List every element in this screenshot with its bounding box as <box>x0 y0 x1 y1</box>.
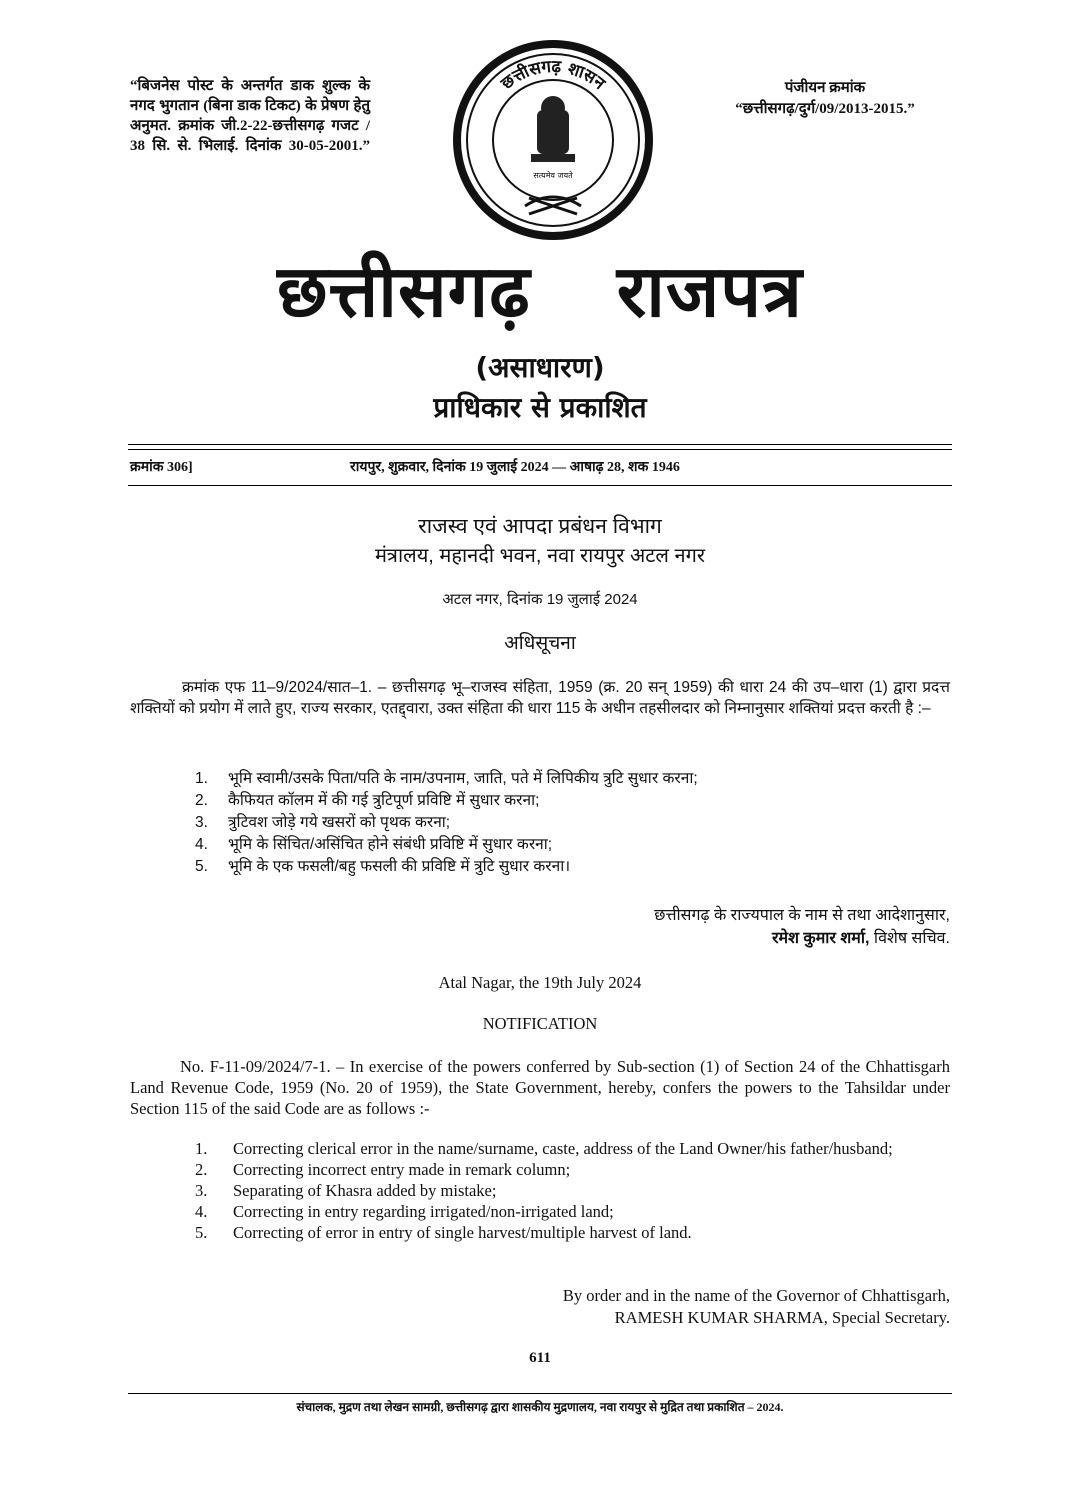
item-text: Correcting incorrect entry made in remark column; <box>233 1160 571 1179</box>
list-item <box>195 812 955 834</box>
hindi-order: छत्तीसगढ़ के राज्यपाल के नाम से तथा आदेशानुसार, <box>654 907 950 924</box>
item-number: 1. <box>195 1139 208 1158</box>
list-item <box>195 790 955 812</box>
list-item <box>195 768 955 790</box>
list-item <box>195 1138 950 1159</box>
english-signature <box>563 1285 950 1329</box>
english-heading: NOTIFICATION <box>482 1014 598 1033</box>
item-number: 4. <box>195 1202 208 1221</box>
item-number: 1. <box>195 770 208 787</box>
emblem-motto: सत्यमेव जयते <box>533 171 573 180</box>
english-body: No. F-11-09/2024/7-1. – In exercise of the powers conferred by Sub-section (1) of Section 24 of the Chhattisgarh Land Revenue Code, 1959 (No. 20 of 1959), the State Government, hereby, confers the powers to the Tahsildar under Section 115 of the said Code are as follows :- <box>130 1057 950 1118</box>
list-item <box>195 1159 950 1180</box>
hindi-date: अटल नगर, दिनांक 19 जुलाई 2024 <box>442 591 638 608</box>
hindi-body: क्रमांक एफ 11–9/2024/सात–1. – छत्तीसगढ़ भू–राजस्व संहिता, 1959 (क्र. 20 सन् 1959) की धारा 24 की उप–धारा (1) द्वारा प्रदत्त शक्तियों को प्रयोग में लाते हुए, राज्य सरकार, एतद्द्वारा, उक्त संहिता की धारा 115 के अधीन तहसीलदार को निम्नानुसार शक्तियां प्रदत्त करती है :– <box>130 679 950 717</box>
hindi-signatory: रमेश कुमार शर्मा, <box>772 930 870 947</box>
divider <box>128 485 952 486</box>
list-item <box>195 1222 950 1243</box>
edition-label: (असाधारण) <box>475 351 605 384</box>
divider <box>128 1393 952 1394</box>
hindi-designation: विशेष सचिव. <box>873 930 950 947</box>
item-text: Correcting of error in entry of single harvest/multiple harvest of land. <box>233 1223 692 1242</box>
state-emblem-logo <box>445 38 661 242</box>
english-signatory: RAMESH KUMAR SHARMA, Special Secretary. <box>614 1308 950 1327</box>
item-text: Separating of Khasra added by mistake; <box>233 1181 497 1200</box>
list-item <box>195 1201 950 1222</box>
item-text: भूमि स्वामी/उसके पिता/पति के नाम/उपनाम, जाति, पते में लिपिकीय त्रुटि सुधार करना; <box>228 770 698 787</box>
divider <box>128 449 952 450</box>
item-text: भूमि के सिंचित/असिंचित होने संबंधी प्रविष्टि में सुधार करना; <box>228 836 553 853</box>
english-order: By order and in the name of the Governor of Chhattisgarh, <box>562 1286 950 1305</box>
department-address: मंत्रालय, महानदी भवन, नवा रायपुर अटल नगर <box>374 545 706 567</box>
english-list <box>195 1138 950 1243</box>
item-number: 5. <box>195 858 208 875</box>
registration-value: “छत्तीसगढ़/दुर्ग/09/2013-2015.” <box>735 101 915 117</box>
item-number: 2. <box>195 1160 208 1179</box>
item-text: Correcting clerical error in the name/surname, caste, address of the Land Owner/his father/husband; <box>233 1139 893 1158</box>
emblem-top-text: छत्तीसगढ़ शासन <box>497 56 609 94</box>
issue-number: क्रमांक 306] <box>130 460 193 475</box>
list-item <box>195 856 955 878</box>
authority-label: प्राधिकार से प्रकाशित <box>433 391 647 424</box>
divider <box>128 444 952 445</box>
english-date: Atal Nagar, the 19th July 2024 <box>438 973 642 992</box>
list-item <box>195 1180 950 1201</box>
registration-number <box>700 78 950 120</box>
item-text: त्रुटिवश जोड़े गये खसरों को पृथक करना; <box>228 814 451 831</box>
hindi-signature <box>654 904 950 950</box>
hindi-list <box>195 768 955 878</box>
item-text: Correcting in entry regarding irrigated/non-irrigated land; <box>233 1202 614 1221</box>
issue-dateline: रायपुर, शुक्रवार, दिनांक 19 जुलाई 2024 — आषाढ़ 28, शक 1946 <box>350 460 680 475</box>
item-number: 3. <box>195 814 208 831</box>
item-number: 4. <box>195 836 208 853</box>
item-number: 5. <box>195 1223 208 1242</box>
department-name: राजस्व एवं आपदा प्रबंधन विभाग <box>418 515 662 538</box>
list-item <box>195 834 955 856</box>
postal-note: “बिजनेस पोस्ट के अन्तर्गत डाक शुल्क के नगद भुगतान (बिना डाक टिकट) के प्रेषण हेतु अनुमत. क्रमांक जी.2-22-छत्तीसगढ़ गजट / 38 सि. से. भिलाई. दिनांक 30-05-2001.” <box>130 78 370 154</box>
registration-label: पंजीयन क्रमांक <box>784 80 866 96</box>
item-number: 3. <box>195 1181 208 1200</box>
gazette-title: छत्तीसगढ़ राजपत्र <box>277 249 803 333</box>
printer-footer: संचालक, मुद्रण तथा लेखन सामग्री, छत्तीसगढ़ द्वारा शासकीय मुद्रणालय, नवा रायपुर से मुद्रित तथा प्रकाशित – 2024. <box>296 1400 784 1414</box>
page-number: 611 <box>529 1350 551 1366</box>
hindi-heading: अधिसूचना <box>504 633 576 654</box>
item-number: 2. <box>195 792 208 809</box>
item-text: कैफियत कॉलम में की गई त्रुटिपूर्ण प्रविष्टि में सुधार करना; <box>228 792 540 809</box>
item-text: भूमि के एक फसली/बहु फसली की प्रविष्टि में त्रुटि सुधार करना। <box>228 858 571 875</box>
